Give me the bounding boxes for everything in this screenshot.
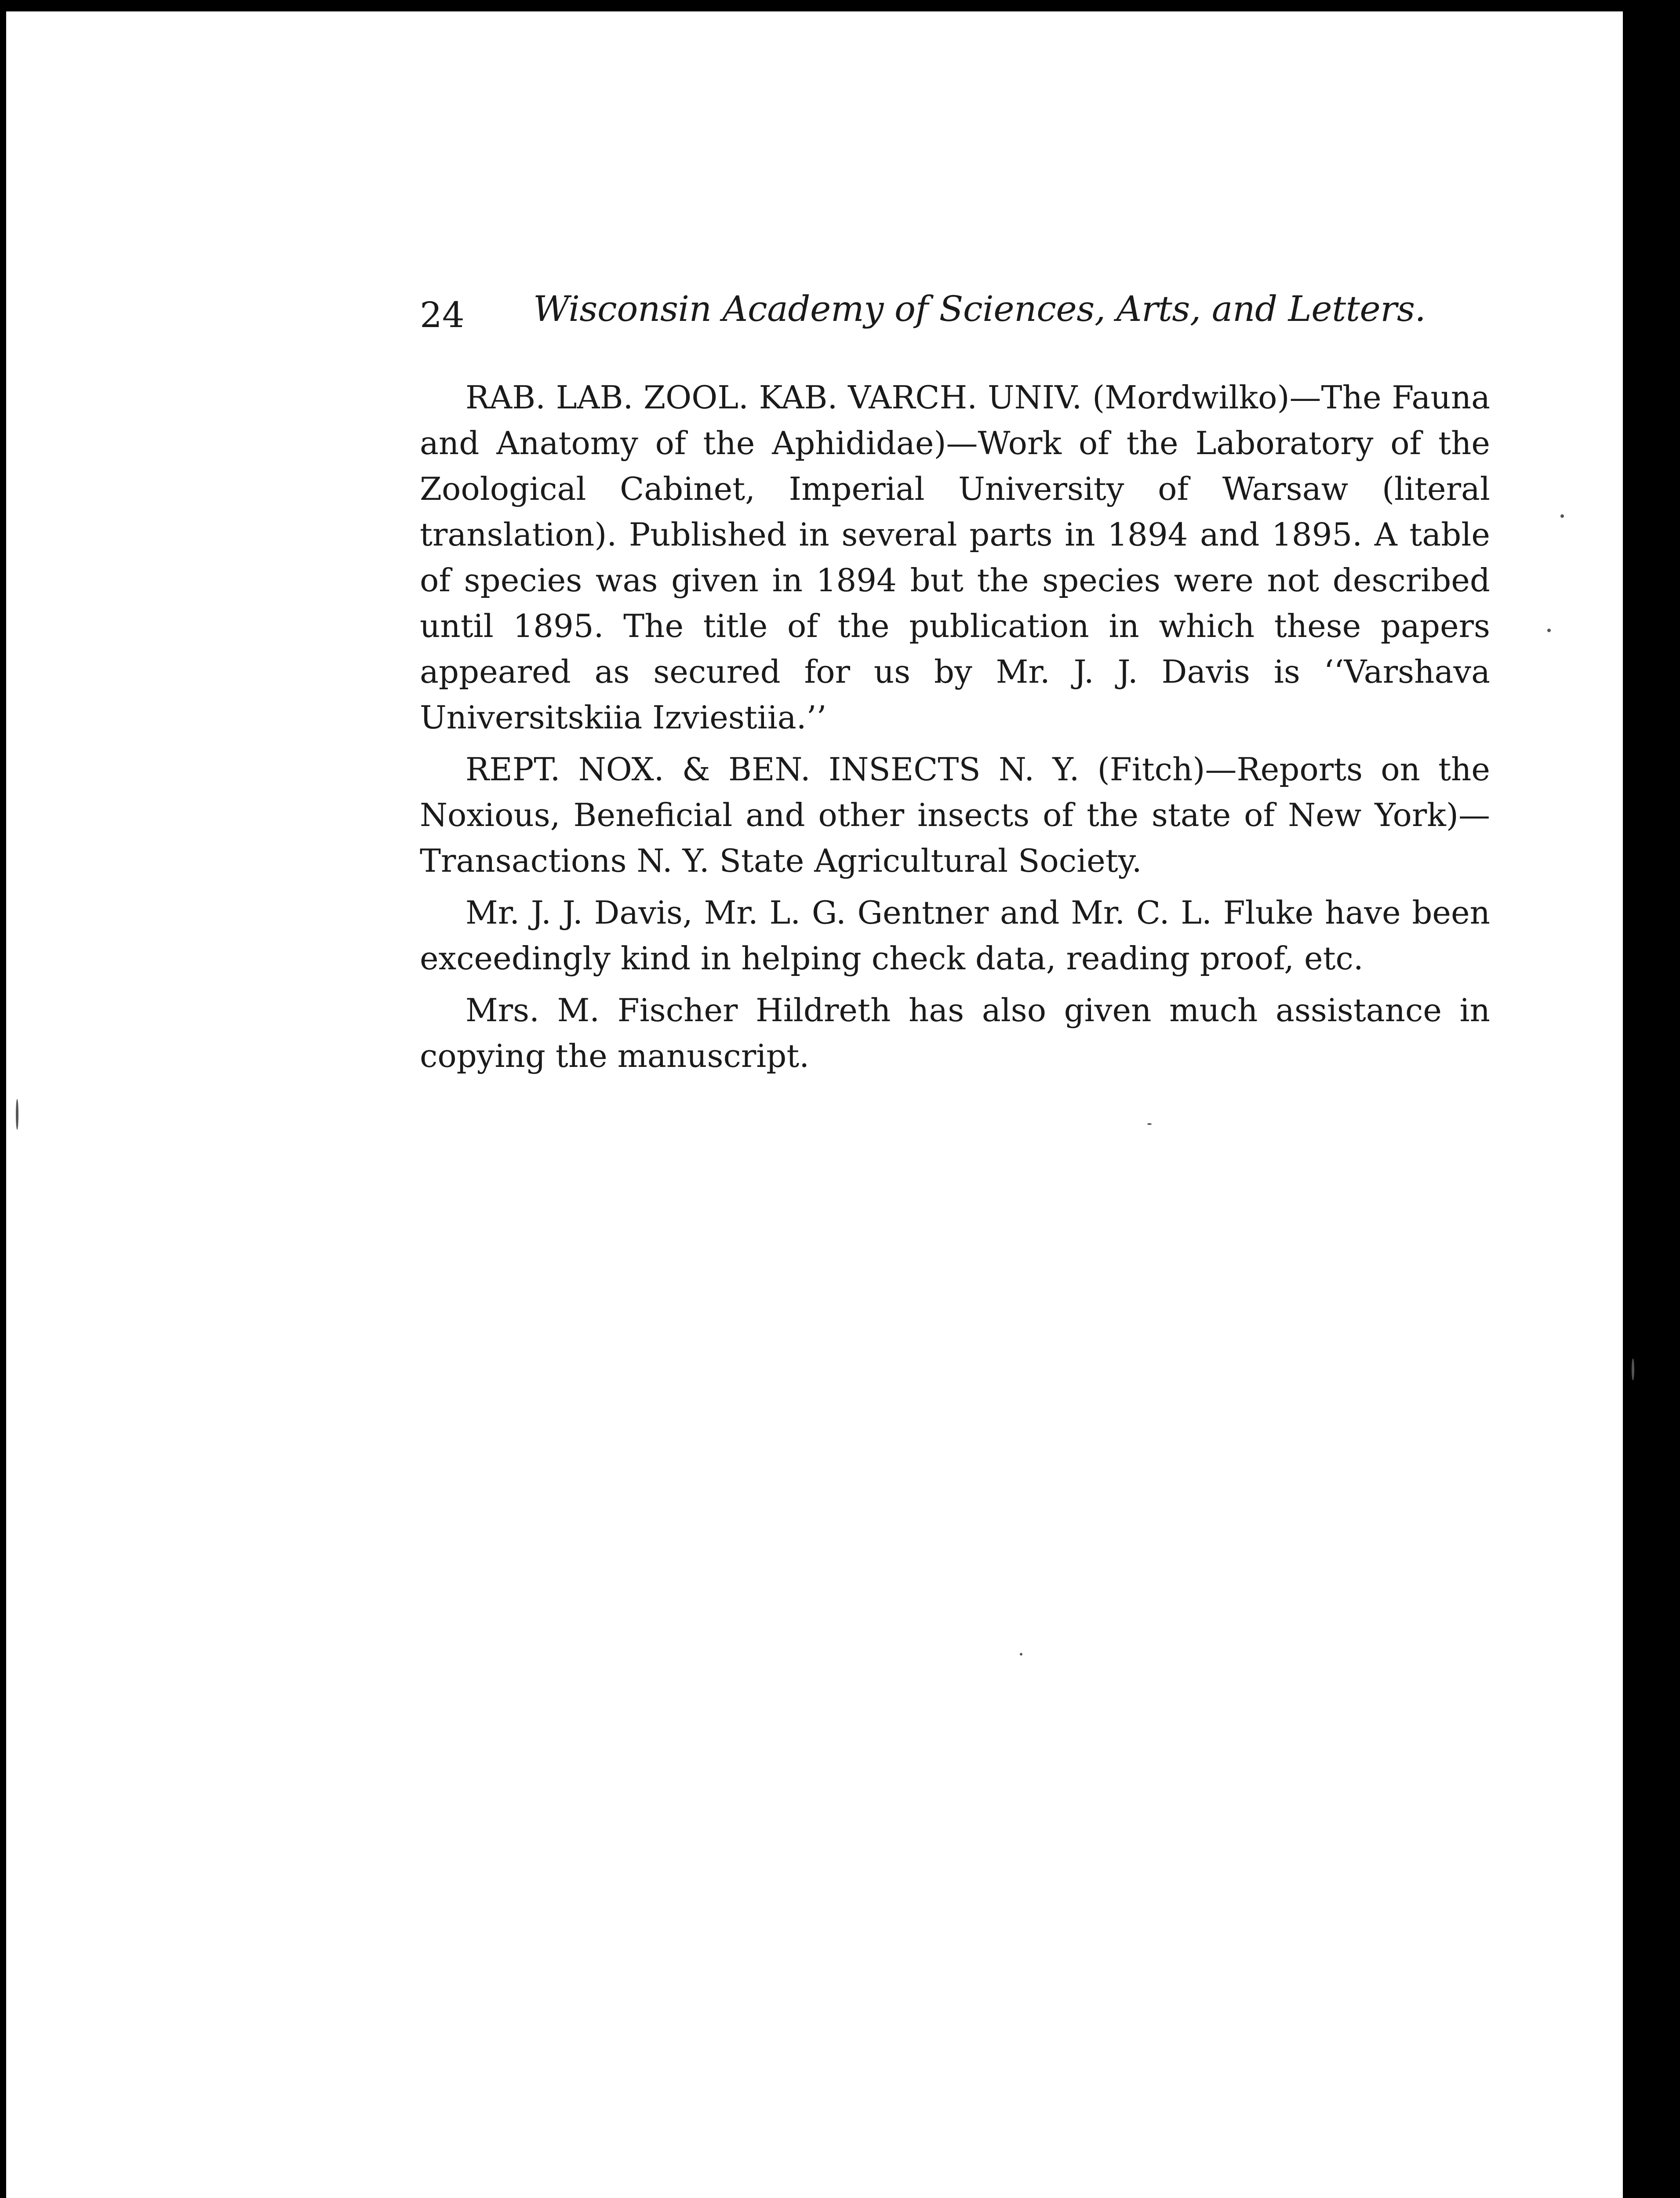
paragraph-acknowledgment-hildreth: Mrs. M. Fischer Hildreth has also given much assistance in copying the manuscript.: [420, 992, 1490, 1074]
running-head: [420, 288, 1426, 346]
page-number: 24: [420, 295, 465, 335]
dust-speck: [1147, 1123, 1152, 1125]
dust-speck: [16, 1099, 18, 1130]
paragraph-rab-lab-zool: RAB. LAB. ZOOL. KAB. VARCH. UNIV. (Mordwilko)—The Fauna and Anatomy of the Aphididae)—Work of the Laboratory of the Zoological Cabinet, Imperial University of Warsaw (literal translation). Published in several parts in 1894 and 1895. A table of species was given in 1894 but the species were not described until 1895. The title of the publication in which these papers appeared as secured for us by Mr. J. J. Davis is ‘‘Varshava Universitskiia Izviestiia.’’: [420, 379, 1490, 736]
paragraph-acknowledgment-davis: Mr. J. J. Davis, Mr. L. G. Gentner and Mr. C. L. Fluke have been exceedingly kind in helping check data, reading proof, etc.: [420, 894, 1490, 977]
scan-border-right: [1623, 0, 1680, 2198]
page-body: [420, 375, 1490, 1085]
dust-speck: [1560, 514, 1564, 518]
scan-border-left: [0, 0, 6, 2198]
paragraph-rept-nox-ben: REPT. NOX. & BEN. INSECTS N. Y. (Fitch)—Reports on the Noxious, Beneficial and other insects of the state of New York)—Transactions N. Y. State Agricultural Society.: [420, 751, 1490, 879]
dust-speck: [1020, 1653, 1022, 1656]
dust-speck: [1547, 629, 1551, 632]
dust-speck: [1632, 1358, 1634, 1380]
journal-title: Wisconsin Academy of Sciences, Arts, and Letters.: [533, 288, 1426, 329]
scan-border-top: [0, 0, 1680, 11]
